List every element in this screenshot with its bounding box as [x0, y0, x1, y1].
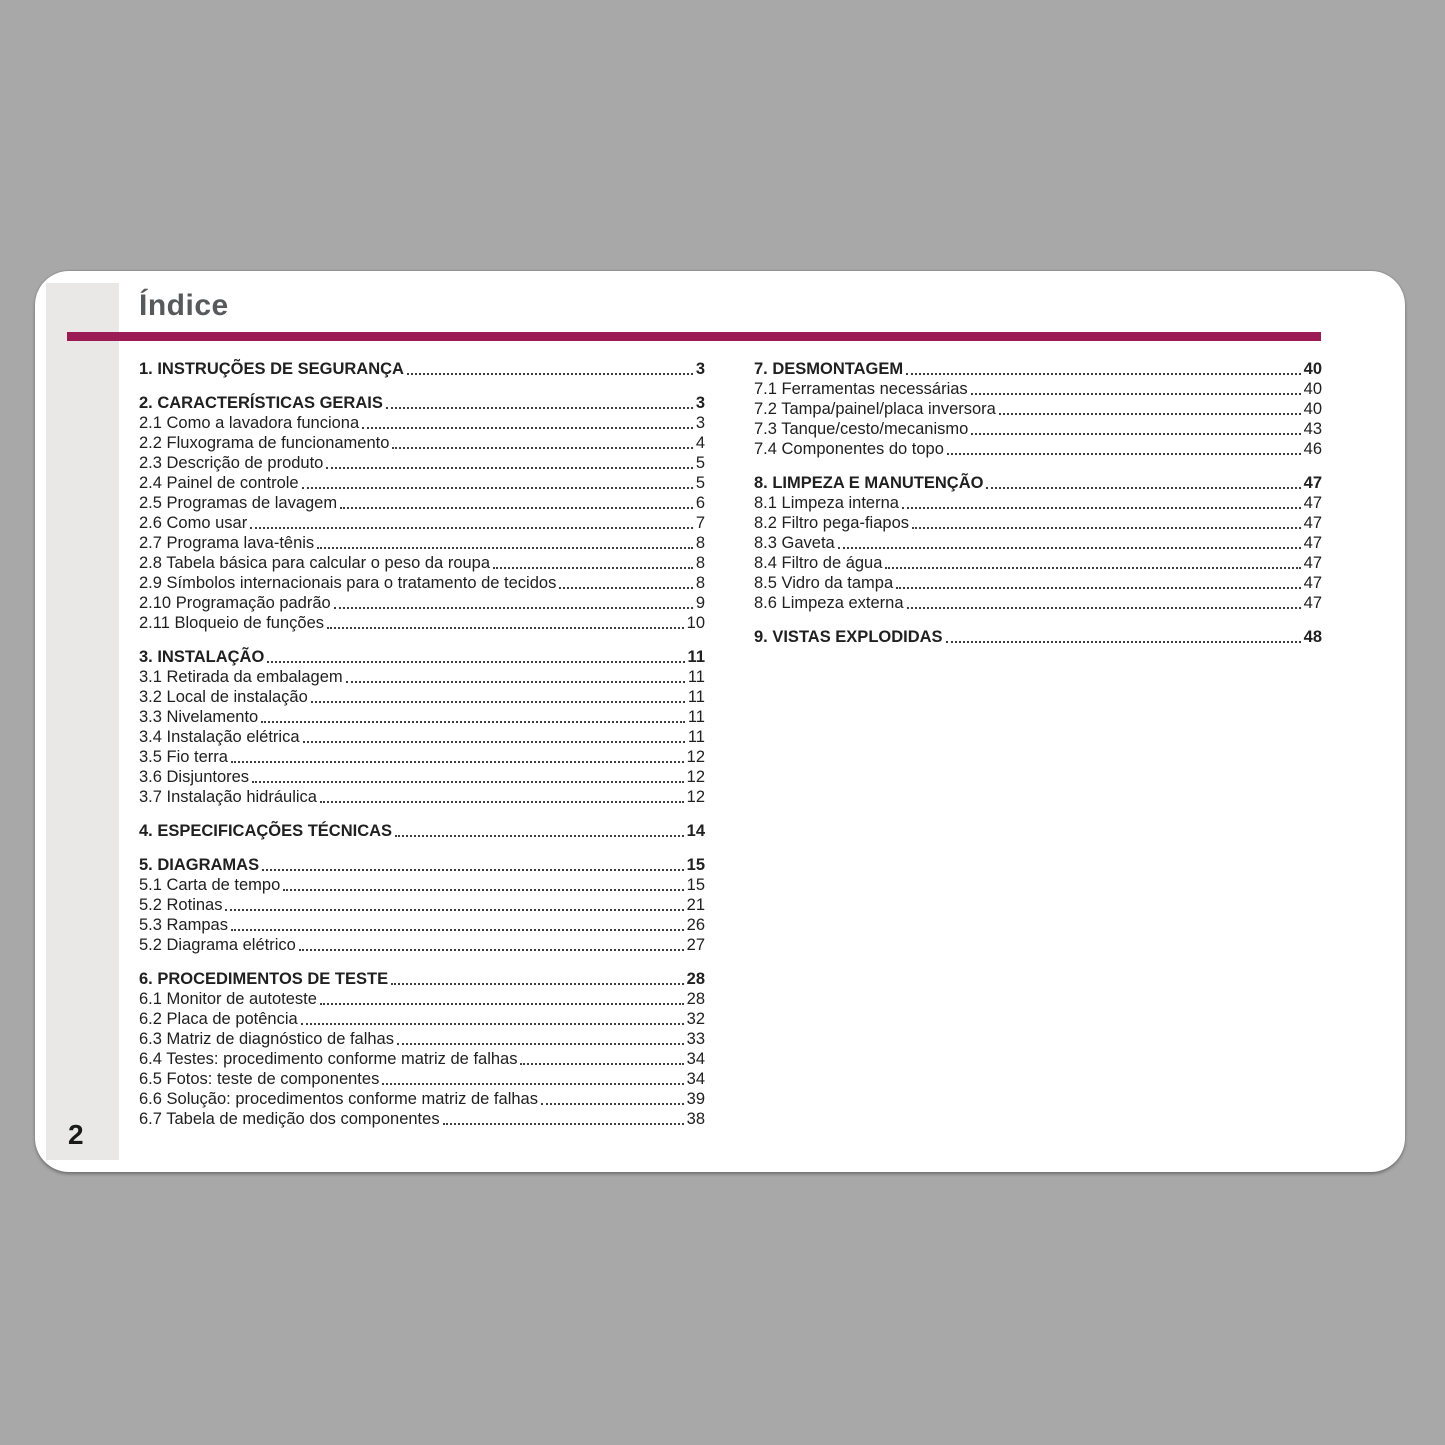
dot-leader [327, 627, 684, 629]
toc-entry-page: 47 [1303, 534, 1322, 552]
toc-entry-page: 11 [687, 728, 705, 746]
toc-entry-page: 47 [1303, 494, 1322, 512]
toc-entry-page: 43 [1303, 420, 1322, 438]
page-title: Índice [139, 289, 229, 322]
toc-entry-page: 47 [1303, 474, 1322, 492]
toc-entry [139, 1009, 705, 1029]
toc-entry-page: 47 [1303, 554, 1322, 572]
toc-entry-label: 2.5 Programas de lavagem [139, 494, 338, 512]
toc-column-right [754, 359, 1322, 647]
toc-entry [139, 935, 705, 955]
toc-entry-label: 6.2 Placa de potência [139, 1010, 298, 1028]
toc-entry [139, 1029, 705, 1049]
dot-leader [262, 869, 684, 871]
toc-entry [754, 513, 1322, 533]
dot-leader [395, 835, 684, 837]
toc-entry-label: 1. INSTRUÇÕES DE SEGURANÇA [139, 360, 404, 378]
toc-entry [139, 433, 705, 453]
dot-leader [907, 607, 1301, 609]
dot-leader [301, 1023, 684, 1025]
toc-entry-page: 21 [686, 896, 705, 914]
dot-leader [407, 373, 693, 375]
toc-column-left [139, 359, 705, 1129]
toc-entry-label: 7.3 Tanque/cesto/mecanismo [754, 420, 969, 438]
toc-entry [754, 593, 1322, 613]
toc-entry-page: 15 [686, 856, 705, 874]
dot-leader [303, 741, 685, 743]
toc-entry-label: 8.5 Vidro da tampa [754, 574, 894, 592]
toc-entry-page: 28 [686, 990, 705, 1008]
toc-entry [139, 707, 705, 727]
toc-entry-page: 47 [1303, 574, 1322, 592]
toc-entry [139, 533, 705, 553]
dot-leader [971, 393, 1301, 395]
dot-leader [252, 781, 684, 783]
toc-entry-page: 11 [687, 688, 705, 706]
page-number: 2 [68, 1119, 84, 1150]
dot-leader [520, 1063, 683, 1065]
toc-entry-label: 2.8 Tabela básica para calcular o peso da roupa [139, 554, 491, 572]
toc-entry [139, 915, 705, 935]
toc-entry-page: 6 [695, 494, 705, 512]
dot-leader [267, 661, 684, 663]
toc-entry [754, 359, 1322, 379]
toc-entry-page: 40 [1303, 400, 1322, 418]
dot-leader [231, 929, 684, 931]
dot-leader [391, 983, 684, 985]
toc-entry-label: 4. ESPECIFICAÇÕES TÉCNICAS [139, 822, 393, 840]
dot-leader [326, 467, 692, 469]
toc-entry [139, 747, 705, 767]
toc-entry-label: 6.4 Testes: procedimento conforme matriz de falhas [139, 1050, 518, 1068]
toc-entry [139, 767, 705, 787]
toc-entry [139, 969, 705, 989]
dot-leader [986, 487, 1300, 489]
toc-entry-label: 2.10 Programação padrão [139, 594, 331, 612]
dot-leader [299, 949, 684, 951]
toc-entry-page: 47 [1303, 514, 1322, 532]
dot-leader [902, 507, 1301, 509]
toc-entry-label: 8. LIMPEZA E MANUTENÇÃO [754, 474, 984, 492]
dot-leader [947, 453, 1301, 455]
toc-entry-label: 3.2 Local de instalação [139, 688, 308, 706]
toc-entry-page: 39 [686, 1090, 705, 1108]
toc-entry-page: 8 [695, 574, 705, 592]
toc-entry [139, 413, 705, 433]
toc-entry-page: 34 [686, 1050, 705, 1068]
toc-entry-page: 27 [686, 936, 705, 954]
toc-entry-label: 9. VISTAS EXPLODIDAS [754, 628, 943, 646]
dot-leader [261, 721, 685, 723]
toc-group [139, 393, 705, 633]
dot-leader [392, 447, 692, 449]
toc-entry-page: 3 [695, 394, 705, 412]
toc-entry-page: 8 [695, 554, 705, 572]
toc-entry [754, 379, 1322, 399]
toc-entry-page: 5 [695, 474, 705, 492]
dot-leader [250, 527, 693, 529]
dot-leader [317, 547, 693, 549]
toc-entry [139, 513, 705, 533]
toc-group [754, 473, 1322, 613]
toc-group [139, 647, 705, 807]
dot-leader [320, 1003, 684, 1005]
toc-entry [754, 627, 1322, 647]
toc-entry [754, 553, 1322, 573]
toc-entry-label: 8.1 Limpeza interna [754, 494, 899, 512]
toc-entry-label: 2.7 Programa lava-tênis [139, 534, 315, 552]
dot-leader [302, 487, 693, 489]
toc-entry [139, 473, 705, 493]
toc-entry-label: 7.1 Ferramentas necessárias [754, 380, 968, 398]
dot-leader [386, 407, 693, 409]
dot-leader [946, 641, 1301, 643]
toc-entry-label: 8.6 Limpeza externa [754, 594, 904, 612]
manual-page [35, 271, 1405, 1172]
toc-entry-label: 2.9 Símbolos internacionais para o tratamento de tecidos [139, 574, 557, 592]
dot-leader [320, 801, 684, 803]
toc-entry-page: 47 [1303, 594, 1322, 612]
toc-entry-label: 2.4 Painel de controle [139, 474, 299, 492]
toc-entry-label: 3.6 Disjuntores [139, 768, 250, 786]
toc-entry [139, 787, 705, 807]
toc-entry [139, 989, 705, 1009]
toc-entry [139, 593, 705, 613]
toc-entry [139, 453, 705, 473]
dot-leader [885, 567, 1300, 569]
toc-entry-page: 8 [695, 534, 705, 552]
toc-entry-label: 3.1 Retirada da embalagem [139, 668, 343, 686]
toc-entry-page: 34 [686, 1070, 705, 1088]
dot-leader [971, 433, 1300, 435]
toc-entry [139, 573, 705, 593]
toc-entry [139, 821, 705, 841]
toc-entry [139, 613, 705, 633]
toc-entry-page: 12 [686, 748, 705, 766]
toc-entry-page: 46 [1303, 440, 1322, 458]
toc-entry-page: 40 [1303, 380, 1322, 398]
toc-entry-label: 3.7 Instalação hidráulica [139, 788, 317, 806]
toc-entry-label: 5. DIAGRAMAS [139, 856, 260, 874]
dot-leader [346, 681, 685, 683]
toc-entry-label: 8.3 Gaveta [754, 534, 835, 552]
dot-leader [225, 909, 683, 911]
dot-leader [334, 607, 693, 609]
toc-entry-page: 48 [1303, 628, 1322, 646]
toc-entry [139, 1069, 705, 1089]
toc-entry-label: 2.3 Descrição de produto [139, 454, 324, 472]
toc-group [139, 359, 705, 379]
toc-entry-page: 3 [695, 360, 705, 378]
toc-entry-page: 11 [687, 668, 705, 686]
toc-entry-page: 33 [686, 1030, 705, 1048]
toc-group [754, 627, 1322, 647]
toc-entry [139, 1049, 705, 1069]
toc-entry-page: 12 [686, 788, 705, 806]
toc-entry [139, 359, 705, 379]
toc-entry-label: 6.5 Fotos: teste de componentes [139, 1070, 380, 1088]
toc-entry-label: 5.2 Rotinas [139, 896, 223, 914]
toc-entry [139, 493, 705, 513]
toc-entry [139, 647, 705, 667]
dot-leader [397, 1043, 684, 1045]
dot-leader [559, 587, 692, 589]
toc-entry [754, 399, 1322, 419]
toc-group [139, 855, 705, 955]
toc-entry-label: 7. DESMONTAGEM [754, 360, 904, 378]
toc-entry-label: 5.1 Carta de tempo [139, 876, 281, 894]
toc-entry-page: 32 [686, 1010, 705, 1028]
dot-leader [362, 427, 693, 429]
dot-leader [340, 507, 693, 509]
toc-entry-page: 3 [695, 414, 705, 432]
page-margin-strip [46, 283, 119, 1160]
toc-entry-page: 10 [686, 614, 705, 632]
toc-entry-label: 8.2 Filtro pega-fiapos [754, 514, 910, 532]
toc-entry [139, 667, 705, 687]
toc-entry-label: 2.1 Como a lavadora funciona [139, 414, 360, 432]
dot-leader [283, 889, 683, 891]
dot-leader [838, 547, 1301, 549]
toc-entry-label: 7.4 Componentes do topo [754, 440, 944, 458]
toc-entry-page: 7 [695, 514, 705, 532]
toc-entry-page: 28 [686, 970, 705, 988]
toc-entry [139, 895, 705, 915]
toc-entry-label: 3. INSTALAÇÃO [139, 648, 265, 666]
toc-entry-label: 8.4 Filtro de água [754, 554, 883, 572]
toc-entry-label: 6.6 Solução: procedimentos conforme matriz de falhas [139, 1090, 538, 1108]
toc-entry-page: 40 [1303, 360, 1322, 378]
toc-entry [754, 419, 1322, 439]
toc-entry [754, 439, 1322, 459]
dot-leader [896, 587, 1301, 589]
toc-entry-page: 14 [686, 822, 705, 840]
toc-entry-label: 2.11 Bloqueio de funções [139, 614, 325, 632]
toc-entry-label: 3.5 Fio terra [139, 748, 228, 766]
toc-group [139, 821, 705, 841]
dot-leader [906, 373, 1301, 375]
toc-group [139, 969, 705, 1129]
toc-entry-label: 2.6 Como usar [139, 514, 248, 532]
toc-entry [139, 393, 705, 413]
toc-entry-page: 5 [695, 454, 705, 472]
toc-entry-page: 4 [695, 434, 705, 452]
toc-entry-label: 6. PROCEDIMENTOS DE TESTE [139, 970, 389, 988]
toc-entry-label: 7.2 Tampa/painel/placa inversora [754, 400, 996, 418]
toc-entry [754, 473, 1322, 493]
dot-leader [541, 1103, 684, 1105]
dot-leader [493, 567, 693, 569]
toc-entry [139, 727, 705, 747]
toc-entry-label: 6.1 Monitor de autoteste [139, 990, 317, 1008]
toc-entry-page: 9 [695, 594, 705, 612]
dot-leader [231, 761, 684, 763]
toc-entry-page: 38 [686, 1110, 705, 1128]
toc-entry-page: 11 [687, 648, 705, 666]
dot-leader [912, 527, 1301, 529]
toc-entry [754, 493, 1322, 513]
dot-leader [382, 1083, 683, 1085]
toc-entry-page: 15 [686, 876, 705, 894]
toc-group [754, 359, 1322, 459]
toc-entry-page: 12 [686, 768, 705, 786]
toc-entry-label: 5.3 Rampas [139, 916, 228, 934]
toc-entry-label: 5.2 Diagrama elétrico [139, 936, 296, 954]
toc-entry-label: 6.7 Tabela de medição dos componentes [139, 1110, 440, 1128]
dot-leader [999, 413, 1301, 415]
toc-entry-label: 6.3 Matriz de diagnóstico de falhas [139, 1030, 394, 1048]
toc-entry [754, 573, 1322, 593]
toc-entry [139, 1089, 705, 1109]
toc-entry [139, 875, 705, 895]
toc-entry-label: 2. CARACTERÍSTICAS GERAIS [139, 394, 383, 412]
toc-entry [139, 553, 705, 573]
toc-entry-label: 3.3 Nivelamento [139, 708, 259, 726]
toc-entry-label: 2.2 Fluxograma de funcionamento [139, 434, 390, 452]
title-accent-rule [67, 332, 1321, 341]
toc-entry [754, 533, 1322, 553]
toc-entry [139, 687, 705, 707]
toc-entry-label: 3.4 Instalação elétrica [139, 728, 300, 746]
dot-leader [311, 701, 685, 703]
toc-entry-page: 26 [686, 916, 705, 934]
toc-entry [139, 1109, 705, 1129]
toc-entry-page: 11 [687, 708, 705, 726]
toc-entry [139, 855, 705, 875]
dot-leader [443, 1123, 684, 1125]
